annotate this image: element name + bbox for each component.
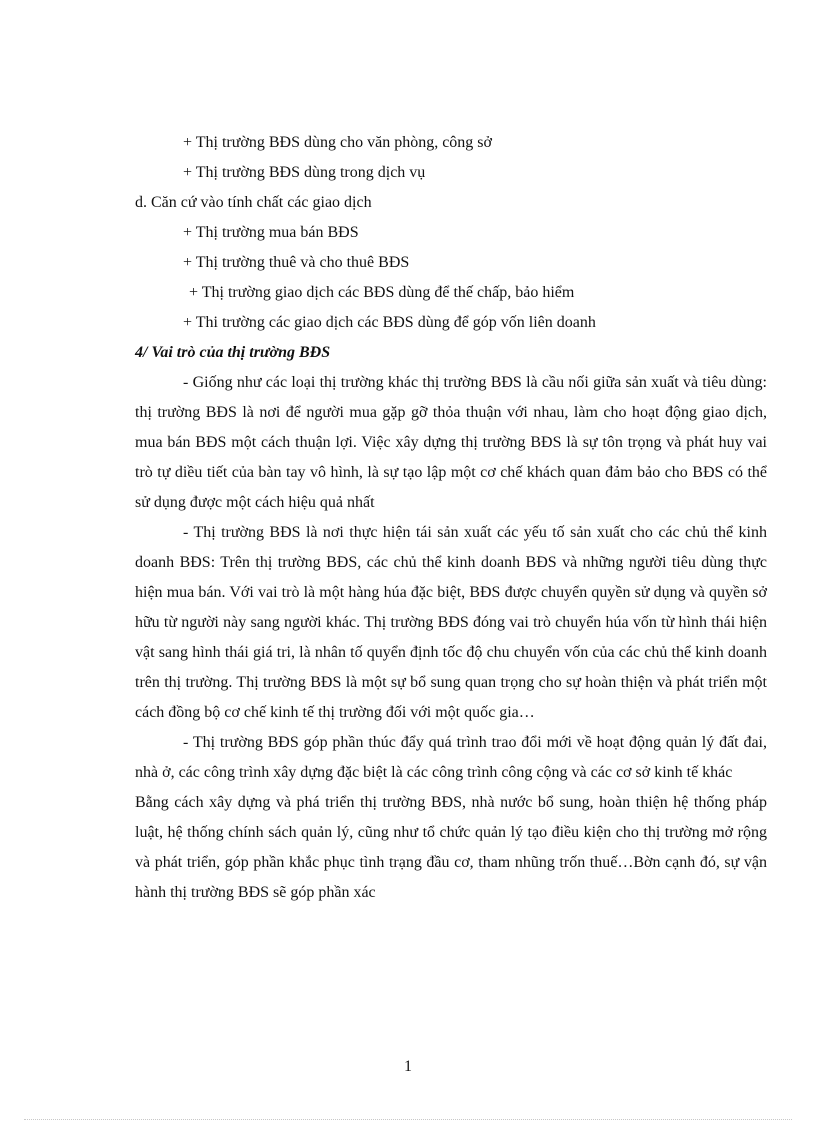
paragraph: Bằng cách xây dựng và phá triển thị trường BĐS, nhà nước bổ sung, hoàn thiện hệ thống pháp luật, hệ thống chính sách quản lý, cũng như tổ chức quản lý tạo điều kiện cho thị trường mở rộng và phát triển, góp phần khắc phục tình trạng đầu cơ, tham nhũng trốn thuế…Bờn cạnh đó, sự vận hành thị trường BĐS sẽ góp phần xác xyxy=(135,794,767,901)
list-item: + Thị trường BĐS dùng cho văn phòng, công sở xyxy=(183,134,492,151)
page-number: 1 xyxy=(404,1058,412,1075)
page-body xyxy=(135,128,767,908)
list-item: + Thị trường BĐS dùng trong dịch vụ xyxy=(183,164,426,181)
list-item: + Thi trường các giao dịch các BĐS dùng để góp vốn liên doanh xyxy=(183,314,596,331)
list-item: + Thị trường thuê và cho thuê BĐS xyxy=(183,254,410,271)
page-bottom-divider xyxy=(24,1119,792,1120)
section-heading-d: d. Căn cứ vào tính chất các giao dịch xyxy=(135,194,372,211)
list-item: + Thị trường mua bán BĐS xyxy=(183,224,359,241)
list-item: + Thị trường giao dịch các BĐS dùng để thế chấp, bảo hiểm xyxy=(189,284,575,301)
section-heading-4: 4/ Vai trò của thị trường BĐS xyxy=(135,344,331,361)
paragraph: - Thị trường BĐS là nơi thực hiện tái sản xuất các yếu tố sản xuất cho các chủ thể kinh doanh BĐS: Trên thị trường BĐS, các chủ thể kinh doanh BĐS và những người tiêu dùng thực hiện mua bán. Với vai trò là một hàng húa đặc biệt, BĐS được chuyển quyền sử dụng và quyền sở hữu từ người này sang người khác. Thị trường BĐS đóng vai trò chuyển húa vốn từ hình thái hiện vật sang hình thái giá tri, là nhân tố quyển định tốc độ chu chuyển vốn của các chủ thể kinh doanh trên thị trường. Thị trường BĐS là một sự bổ sung quan trọng cho sự hoàn thiện và phát triển một cách đồng bộ cơ chế kinh tế thị trường đối với một quốc gia… xyxy=(135,524,767,721)
paragraph: - Thị trường BĐS góp phần thúc đẩy quá trình trao đổi mới về hoạt động quản lý đất đai, nhà ở, các công trình xây dựng đặc biệt là các công trình công cộng và các cơ sở kinh tế khác xyxy=(135,734,767,781)
paragraph: - Giống như các loại thị trường khác thị trường BĐS là cầu nối giữa sản xuất và tiêu dùng: thị trường BĐS là nơi để người mua gặp gỡ thỏa thuận với nhau, làm cho hoạt động giao dịch, mua bán BĐS một cách thuận lợi. Việc xây dựng thị trường BĐS là sự tôn trọng và phát huy vai trò tự diều tiết của bàn tay vô hình, là sự tạo lập một cơ chế khách quan đảm bảo cho BĐS có thể sử dụng được một cách hiệu quả nhất xyxy=(135,374,767,511)
